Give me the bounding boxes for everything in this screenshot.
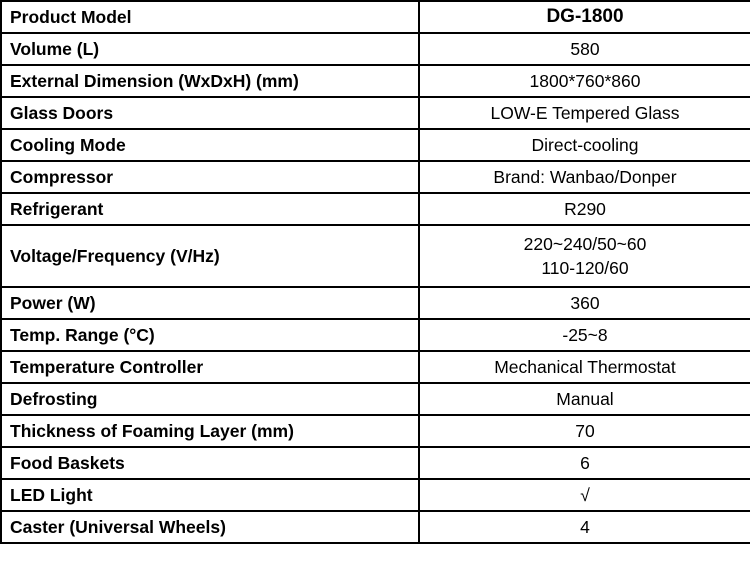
spec-value-compressor: Brand: Wanbao/Donper [419,161,750,193]
spec-label-foaming-layer-thickness: Thickness of Foaming Layer (mm) [1,415,419,447]
spec-label-glass-doors: Glass Doors [1,97,419,129]
spec-value-voltage-line-1: 220~240/50~60 [523,233,647,254]
spec-label-product-model: Product Model [1,1,419,33]
spec-label-food-baskets: Food Baskets [1,447,419,479]
spec-label-temperature-controller: Temperature Controller [1,351,419,383]
spec-value-food-baskets: 6 [419,447,750,479]
spec-value-cooling-mode: Direct-cooling [419,129,750,161]
spec-label-refrigerant: Refrigerant [1,193,419,225]
spec-value-defrosting: Manual [419,383,750,415]
spec-label-caster: Caster (Universal Wheels) [1,511,419,543]
spec-value-product-model: DG-1800 [419,1,750,33]
spec-value-power: 360 [419,287,750,319]
table-row [1,319,750,351]
spec-value-temp-range: -25~8 [419,319,750,351]
spec-label-led-light: LED Light [1,479,419,511]
table-row [1,225,750,287]
table-row [1,383,750,415]
spec-label-external-dimension: External Dimension (WxDxH) (mm) [1,65,419,97]
spec-label-power: Power (W) [1,287,419,319]
spec-label-temp-range: Temp. Range (°C) [1,319,419,351]
table-row [1,287,750,319]
spec-value-caster: 4 [419,511,750,543]
spec-value-led-light: √ [419,479,750,511]
table-row [1,447,750,479]
spec-label-cooling-mode: Cooling Mode [1,129,419,161]
spec-value-foaming-layer-thickness: 70 [419,415,750,447]
table-row [1,33,750,65]
table-row [1,479,750,511]
table-row [1,193,750,225]
table-row [1,415,750,447]
spec-value-external-dimension: 1800*760*860 [419,65,750,97]
spec-value-voltage-frequency [419,225,750,287]
table-row [1,161,750,193]
spec-value-voltage-line-2: 110-120/60 [541,258,629,278]
table-row [1,129,750,161]
table-row [1,65,750,97]
table-row [1,97,750,129]
spec-label-voltage-frequency: Voltage/Frequency (V/Hz) [1,225,419,287]
table-row [1,1,750,33]
spec-value-volume: 580 [419,33,750,65]
spec-value-glass-doors: LOW-E Tempered Glass [419,97,750,129]
spec-table-body [1,1,750,543]
spec-label-volume: Volume (L) [1,33,419,65]
spec-label-compressor: Compressor [1,161,419,193]
spec-value-temperature-controller: Mechanical Thermostat [419,351,750,383]
table-row [1,511,750,543]
table-row [1,351,750,383]
spec-value-refrigerant: R290 [419,193,750,225]
spec-label-defrosting: Defrosting [1,383,419,415]
